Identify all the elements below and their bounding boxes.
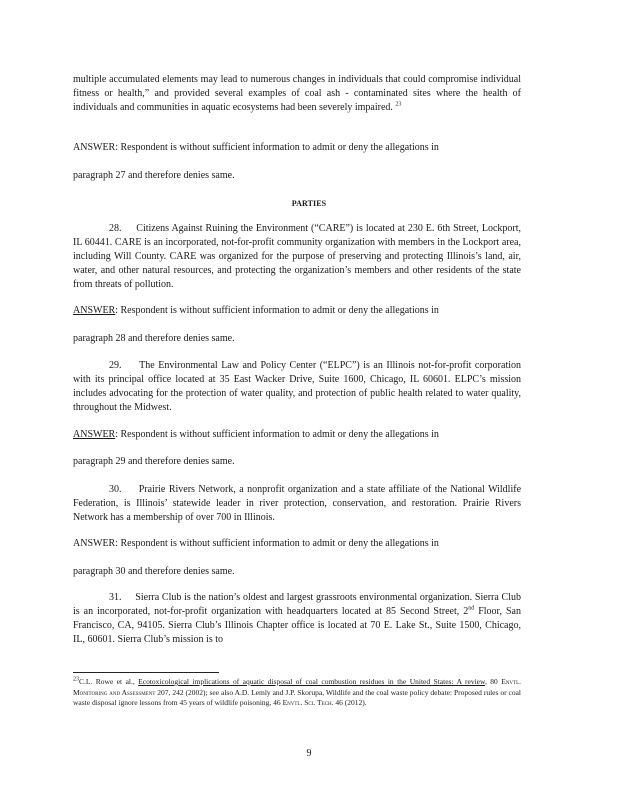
- answer-27-line2: paragraph 27 and therefore denies same.: [73, 170, 235, 181]
- answer-label: ANSWER: [73, 429, 116, 440]
- paragraph-text: Sierra Club is the nation’s oldest and largest grassroots environmental organization. Sierra Club is an incorporated, not-for-profit organization with headquarters located at 85 Second Street, 2: [73, 592, 521, 617]
- answer-29-line2: paragraph 29 and therefore denies same.: [73, 456, 235, 467]
- answer-28-line2: paragraph 28 and therefore denies same.: [73, 333, 235, 344]
- answer-text: : Respondent is without sufficient information to admit or deny the allegations in: [115, 305, 439, 316]
- paragraph-28: [73, 222, 521, 292]
- answer-label: ANSWER: [73, 305, 116, 316]
- answer-text: : Respondent is without sufficient information to admit or deny the allegations in: [115, 538, 439, 549]
- answer-label: ANSWER: [73, 538, 116, 549]
- paragraph-number: 29.: [109, 360, 122, 371]
- paragraph-text: Citizens Against Ruining the Environment (“CARE”) is located at 230 E. 6th Street, Lockport, IL 60441. CARE is an incorporated, not-for-profit community organization with members in the Lockport area, including Will County. CARE was organized for the purpose of preserving and protecting Illinois’s land, air, water, and other natural resources, and protecting the organization’s members and other residents of the state from threats of pollution.: [73, 223, 522, 290]
- footnote-text: C.L. Rowe et al.,: [79, 677, 139, 686]
- footnote: [73, 677, 521, 709]
- answer-30-line2: paragraph 30 and therefore denies same.: [73, 566, 235, 577]
- page-number: 9: [306, 748, 312, 759]
- section-heading: PARTIES: [291, 199, 327, 208]
- footnote-ref: 23: [395, 101, 402, 108]
- answer-27-line1: [73, 141, 521, 155]
- ordinal-suffix: nd: [468, 605, 475, 612]
- footnote-journal: Envtl. Sci. Tech.: [282, 698, 334, 707]
- paragraph-text: Floor, San Francisco, CA, 94105. Sierra Club’s Illinois Chapter office is located at 70 E. Lake St., Suite 1500, Chicago, IL, 60601. Sierra Club’s mission is to: [73, 606, 521, 645]
- paragraph-text: The Environmental Law and Policy Center (“ELPC”) is an Illinois not-for-profit corporation with its principal office located at 35 East Wacker Drive, Suite 1600, Chicago, IL 60601. ELPC’s mission includes advocating for the protection of water quality, and protection of public health related to water quality, throughout the Midwest.: [73, 360, 521, 413]
- answer-30-line1: [73, 537, 521, 551]
- footnote-article-title: Ecotoxicological implications of aquatic disposal of coal combustion residues in the United States: A review: [138, 677, 485, 686]
- paragraph-number: 30.: [109, 484, 122, 495]
- answer-text: : Respondent is without sufficient information to admit or deny the allegations in: [115, 142, 439, 153]
- footnote-text: 207, 242 (2002); see also A.D. Lemly and J.P. Skorupa, Wildlife and the coal waste policy debate: Proposed rules or coal waste disposal ignore lessons from 45 years of wildlife poisoning, 46: [73, 687, 521, 707]
- paragraph-text: multiple accumulated elements may lead to numerous changes in individuals that could compromise individual fitness or health,” and provided several examples of coal ash - contaminated sites where the health of individuals and communities in aquatic ecosystems had been severely impaired.: [73, 74, 521, 113]
- paragraph-number: 31.: [109, 592, 122, 603]
- answer-28-line1: [73, 304, 521, 318]
- paragraph-30: [73, 483, 521, 525]
- answer-text: : Respondent is without sufficient information to admit or deny the allegations in: [115, 429, 439, 440]
- answer-label: ANSWER: [73, 142, 116, 153]
- paragraph-31: [73, 591, 521, 647]
- answer-29-line1: [73, 428, 521, 442]
- paragraph-29: [73, 359, 521, 415]
- footnote-journal: Envtl. Monitoring and Assessment: [73, 677, 522, 697]
- footnote-separator: [73, 672, 219, 673]
- footnote-text: , 80: [484, 677, 502, 686]
- footnote-number: 23: [73, 676, 79, 683]
- footnote-text: 46 (2012).: [333, 698, 367, 707]
- paragraph-27-continuation: [73, 73, 521, 115]
- paragraph-text: Prairie Rivers Network, a nonprofit organization and a state affiliate of the National Wildlife Federation, is Illinois’ statewide leader in river protection, conservation, and restoration. Prairie Rivers Network has a membership of over 700 in Illinois.: [73, 484, 522, 523]
- paragraph-number: 28.: [109, 223, 122, 234]
